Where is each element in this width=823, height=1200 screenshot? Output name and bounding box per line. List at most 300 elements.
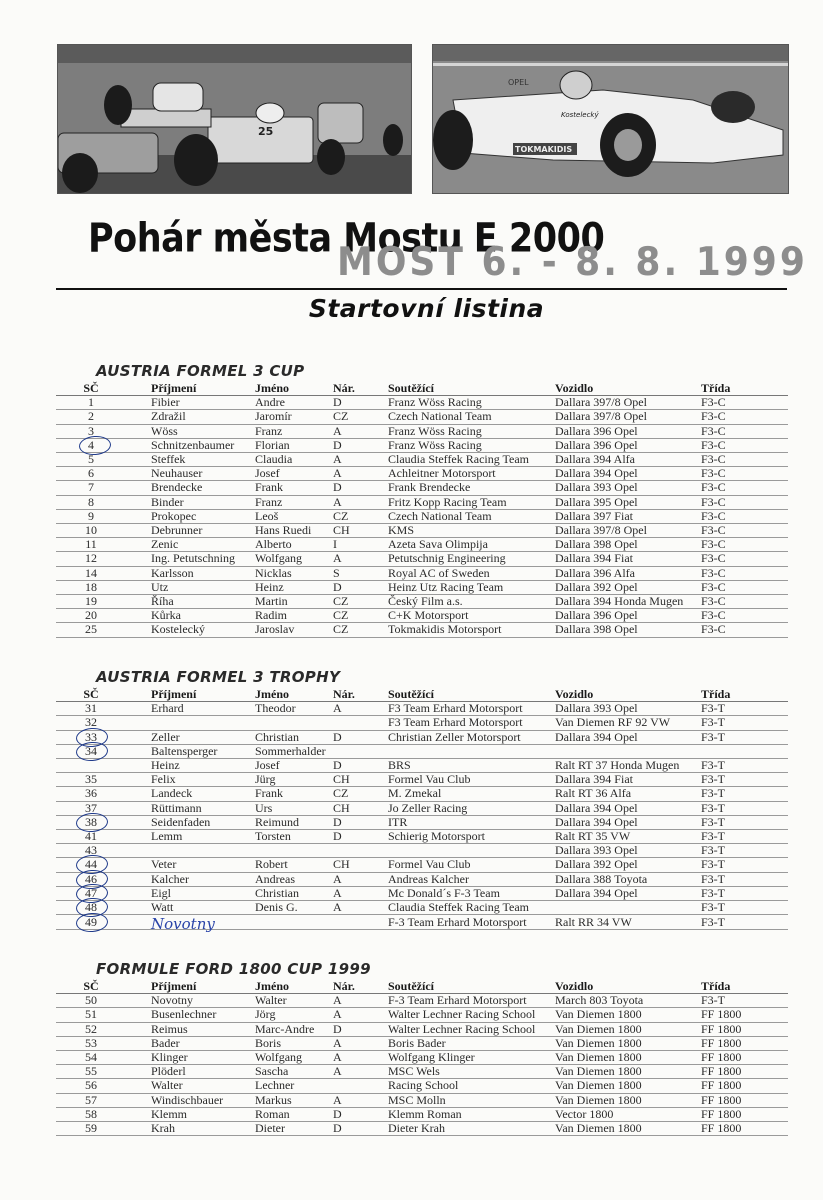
class-cell: F3-C [701,453,788,467]
first-name-cell: Boris [255,1036,333,1050]
table-row [56,580,788,594]
table-row [56,538,788,552]
nationality-cell: D [333,580,388,594]
first-name-cell: Nicklas [255,566,333,580]
surname-cell: Windischbauer [151,1093,255,1107]
nationality-cell: A [333,1093,388,1107]
class-cell: F3-T [701,886,788,900]
first-name-cell: Franz [255,495,333,509]
sponsor-opel: OPEL [508,78,529,87]
car-cell: Van Diemen 1800 [555,1008,701,1022]
entry-table [56,980,788,1136]
class-cell: F3-C [701,396,788,410]
circled-start-number: 49 [85,914,97,929]
class-cell: FF 1800 [701,1065,788,1079]
first-name-cell: Sommerhalder [255,744,333,758]
table-row [56,552,788,566]
table-row [56,453,788,467]
nationality-cell: A [333,872,388,886]
section-title: AUSTRIA FORMEL 3 CUP [96,362,305,380]
class-cell: F3-T [701,787,788,801]
table-row [56,773,788,787]
surname-cell: Neuhauser [151,467,255,481]
title-divider [56,288,787,290]
first-name-cell: Reimund [255,815,333,829]
entrant-cell: F-3 Team Erhard Motorsport [388,915,555,930]
circled-start-number: 47 [85,885,97,900]
entrant-cell: C+K Motorsport [388,609,555,623]
entrant-cell: Heinz Utz Racing Team [388,580,555,594]
entrant-cell: Frank Brendecke [388,481,555,495]
first-name-cell: Florian [255,438,333,452]
first-name-cell: Jaromír [255,410,333,424]
surname-cell [151,915,255,934]
table-row [56,994,788,1008]
car-cell: Dallara 398 Opel [555,623,701,637]
car-cell: Dallara 394 Opel [555,801,701,815]
document-subtitle: Startovní listina [308,294,545,323]
first-name-cell: Andre [255,396,333,410]
entrant-cell: Český Film a.s. [388,595,555,609]
table-row [56,566,788,580]
class-cell: FF 1800 [701,1093,788,1107]
first-name-cell: Franz [255,424,333,438]
column-header-sc: SČ [56,382,151,396]
start-number-cell: 20 [56,609,151,623]
class-cell: FF 1800 [701,1122,788,1136]
car-cell [555,744,701,758]
class-cell: FF 1800 [701,1008,788,1022]
start-number-cell: 8 [56,495,151,509]
start-number-cell: 18 [56,580,151,594]
circled-start-number: 33 [85,729,97,744]
entrant-cell: F3 Team Erhard Motorsport [388,702,555,716]
surname-cell: Krah [151,1122,255,1136]
entrant-cell: Formel Vau Club [388,773,555,787]
column-header-surname: Příjmení [151,688,255,702]
first-name-cell: Roman [255,1107,333,1121]
start-number-cell: 10 [56,524,151,538]
table-header-row [56,688,788,702]
first-name-cell: Torsten [255,830,333,844]
car-cell: Ralt RR 34 VW [555,915,701,930]
nationality-cell: A [333,702,388,716]
car-cell: Dallara 396 Opel [555,609,701,623]
column-header-nationality: Nár. [333,688,388,702]
start-number-cell: 7 [56,481,151,495]
column-header-nationality: Nár. [333,980,388,994]
class-cell: F3-T [701,830,788,844]
nationality-cell: S [333,566,388,580]
nationality-cell: CH [333,801,388,815]
car-cell: Van Diemen 1800 [555,1079,701,1093]
class-cell: F3-C [701,524,788,538]
car-cell: Van Diemen 1800 [555,1122,701,1136]
car-cell: Ralt RT 36 Alfa [555,787,701,801]
car-cell: Dallara 394 Honda Mugen [555,595,701,609]
circled-start-number: 4 [88,437,94,452]
start-number-cell [56,438,151,452]
nationality-cell: CZ [333,595,388,609]
car-cell: Ralt RT 35 VW [555,830,701,844]
table-row [56,716,788,730]
car-cell: Dallara 394 Opel [555,730,701,744]
surname-cell: Walter [151,1079,255,1093]
entrant-cell: Franz Wöss Racing [388,438,555,452]
first-name-cell: Markus [255,1093,333,1107]
nationality-cell: D [333,1022,388,1036]
car-cell: Van Diemen 1800 [555,1022,701,1036]
class-cell: FF 1800 [701,1107,788,1121]
surname-cell: Klinger [151,1051,255,1065]
table-row [56,467,788,481]
nationality-cell: A [333,1036,388,1050]
class-cell: F3-C [701,481,788,495]
start-number-cell: 56 [56,1079,151,1093]
start-number-cell: 2 [56,410,151,424]
car-cell [555,901,701,915]
start-number-cell: 43 [56,844,151,858]
first-name-cell: Andreas [255,872,333,886]
class-cell: F3-C [701,580,788,594]
start-number-cell [56,815,151,829]
start-number-cell: 54 [56,1051,151,1065]
surname-cell: Bader [151,1036,255,1050]
section-austria-formel-3-trophy [56,668,788,934]
race-photo-single-car [432,44,789,194]
class-cell: F3-C [701,424,788,438]
class-cell: F3-C [701,552,788,566]
table-row [56,595,788,609]
nationality-cell [333,844,388,858]
surname-cell: Debrunner [151,524,255,538]
first-name-cell [255,716,333,730]
car-cell: Van Diemen RF 92 VW [555,716,701,730]
first-name-cell: Theodor [255,702,333,716]
nationality-cell: CH [333,858,388,872]
table-row [56,481,788,495]
first-name-cell: Denis G. [255,901,333,915]
class-cell: FF 1800 [701,1079,788,1093]
car-cell: Dallara 397/8 Opel [555,396,701,410]
entrant-cell: Racing School [388,1079,555,1093]
first-name-cell [255,844,333,858]
sponsor-tokmakidis: TOKMAKIDIS [515,145,573,154]
nationality-cell: CH [333,524,388,538]
class-cell: F3-C [701,410,788,424]
table-row [56,1107,788,1121]
start-number-cell: 6 [56,467,151,481]
entry-table [56,687,788,934]
surname-cell: Brendecke [151,481,255,495]
entrant-cell: Andreas Kalcher [388,872,555,886]
class-cell: F3-C [701,566,788,580]
nationality-cell: A [333,1051,388,1065]
start-number-cell [56,886,151,900]
sponsor-kostelecky: Kostelecký [561,111,599,119]
table-row [56,509,788,523]
entrant-cell: MSC Wels [388,1065,555,1079]
circled-start-number: 44 [85,857,97,872]
table-row [56,915,788,930]
surname-cell: Prokopec [151,509,255,523]
race-photo-pack [57,44,412,194]
first-name-cell: Wolfgang [255,552,333,566]
surname-cell: Landeck [151,787,255,801]
first-name-cell [255,915,333,930]
page-title: Pohár města Mostu E 2000 [88,216,605,262]
entrant-cell: Wolfgang Klinger [388,1051,555,1065]
column-header-class: Třída [701,382,788,396]
entrant-cell: KMS [388,524,555,538]
nationality-cell: A [333,1008,388,1022]
entrant-cell: Walter Lechner Racing School [388,1008,555,1022]
start-number-cell: 3 [56,424,151,438]
start-number-cell: 55 [56,1065,151,1079]
circled-start-number: 48 [85,900,97,915]
entrant-cell: BRS [388,759,555,773]
surname-cell: Watt [151,901,255,915]
class-cell: F3-T [701,844,788,858]
entrant-cell: M. Zmekal [388,787,555,801]
surname-cell: Zdražil [151,410,255,424]
table-row [56,1036,788,1050]
start-number-cell [56,744,151,758]
car-cell: Dallara 396 Opel [555,424,701,438]
start-number-cell [56,901,151,915]
car-cell: Dallara 394 Fiat [555,773,701,787]
car-cell: Dallara 393 Opel [555,481,701,495]
nationality-cell [333,744,388,758]
column-header-entrant: Soutěžící [388,980,555,994]
class-cell: F3-T [701,872,788,886]
nationality-cell: D [333,438,388,452]
column-header-car: Vozidlo [555,382,701,396]
table-row [56,424,788,438]
first-name-cell: Heinz [255,580,333,594]
car-cell: Dallara 397/8 Opel [555,410,701,424]
class-cell: F3-C [701,467,788,481]
entrant-cell: Jo Zeller Racing [388,801,555,815]
entrant-cell: Azeta Sava Olimpija [388,538,555,552]
surname-cell: Rüttimann [151,801,255,815]
nationality-cell: D [333,1107,388,1121]
class-cell: F3-T [701,702,788,716]
nationality-cell: I [333,538,388,552]
car-cell: Van Diemen 1800 [555,1051,701,1065]
first-name-cell: Claudia [255,453,333,467]
surname-cell: Veter [151,858,255,872]
entrant-cell: Mc Donald´s F-3 Team [388,886,555,900]
car-cell: Dallara 394 Opel [555,886,701,900]
table-row [56,886,788,900]
entrant-cell: MSC Molln [388,1093,555,1107]
car-cell: Dallara 395 Opel [555,495,701,509]
entrant-cell: F-3 Team Erhard Motorsport [388,994,555,1008]
column-header-surname: Příjmení [151,382,255,396]
surname-cell: Seidenfaden [151,815,255,829]
column-header-first-name: Jméno [255,382,333,396]
car-cell: Van Diemen 1800 [555,1065,701,1079]
surname-cell: Eigl [151,886,255,900]
column-header-sc: SČ [56,688,151,702]
entrant-cell: Claudia Steffek Racing Team [388,901,555,915]
surname-cell: Schnitzenbaumer [151,438,255,452]
nationality-cell [333,1079,388,1093]
surname-cell: Ing. Petutschning [151,552,255,566]
entrant-cell [388,844,555,858]
class-cell: F3-C [701,595,788,609]
entrant-cell: Petutschnig Engineering [388,552,555,566]
class-cell: FF 1800 [701,1036,788,1050]
surname-cell: Wöss [151,424,255,438]
nationality-cell [333,716,388,730]
entrant-cell: Dieter Krah [388,1122,555,1136]
nationality-cell: CZ [333,609,388,623]
start-number-cell: 52 [56,1022,151,1036]
class-cell: F3-T [701,915,788,930]
table-row [56,1065,788,1079]
car-cell: Dallara 397/8 Opel [555,524,701,538]
first-name-cell: Jaroslav [255,623,333,637]
nationality-cell: D [333,1122,388,1136]
entrant-cell: ITR [388,815,555,829]
table-row [56,759,788,773]
race-photo-pack-image [58,45,411,193]
entrant-cell: Klemm Roman [388,1107,555,1121]
entrant-cell: Czech National Team [388,410,555,424]
column-header-entrant: Soutěžící [388,382,555,396]
first-name-cell: Christian [255,730,333,744]
table-row [56,872,788,886]
table-row [56,830,788,844]
car-cell: Dallara 392 Opel [555,580,701,594]
class-cell: FF 1800 [701,1022,788,1036]
start-number-cell: 37 [56,801,151,815]
nationality-cell: A [333,424,388,438]
class-cell: F3-T [701,801,788,815]
surname-cell: Zeller [151,730,255,744]
class-cell [701,744,788,758]
start-number-cell: 12 [56,552,151,566]
nationality-cell: D [333,830,388,844]
entrant-cell: Tokmakidis Motorsport [388,623,555,637]
first-name-cell: Radim [255,609,333,623]
start-number-cell [56,858,151,872]
first-name-cell: Alberto [255,538,333,552]
table-row [56,438,788,452]
class-cell: F3-T [701,994,788,1008]
table-row [56,730,788,744]
start-number-cell: 32 [56,716,151,730]
surname-cell: Felix [151,773,255,787]
surname-cell: Binder [151,495,255,509]
surname-cell: Kůrka [151,609,255,623]
class-cell: F3-T [701,716,788,730]
entrant-cell: Royal AC of Sweden [388,566,555,580]
first-name-cell: Josef [255,467,333,481]
start-number-cell [56,915,151,930]
table-row [56,623,788,637]
surname-cell: Busenlechner [151,1008,255,1022]
start-number-cell: 53 [56,1036,151,1050]
section-title: FORMULE FORD 1800 CUP 1999 [96,960,371,978]
start-number-cell: 1 [56,396,151,410]
table-row [56,495,788,509]
table-row [56,1122,788,1136]
start-number-cell: 58 [56,1107,151,1121]
car-cell: Dallara 397 Fiat [555,509,701,523]
entrant-cell: Walter Lechner Racing School [388,1022,555,1036]
car-cell: Dallara 394 Opel [555,815,701,829]
nationality-cell: CZ [333,509,388,523]
nationality-cell: A [333,901,388,915]
first-name-cell: Leoš [255,509,333,523]
entrant-cell: Boris Bader [388,1036,555,1050]
nationality-cell: D [333,396,388,410]
nationality-cell: D [333,730,388,744]
start-number-cell: 19 [56,595,151,609]
table-row [56,609,788,623]
class-cell: F3-C [701,438,788,452]
surname-cell: Erhard [151,702,255,716]
start-number-cell: 51 [56,1008,151,1022]
first-name-cell: Martin [255,595,333,609]
car-cell: Dallara 394 Opel [555,467,701,481]
nationality-cell: CH [333,773,388,787]
surname-cell: Utz [151,580,255,594]
table-row [56,1079,788,1093]
surname-cell: Říha [151,595,255,609]
first-name-cell: Frank [255,481,333,495]
class-cell: F3-T [701,759,788,773]
surname-cell: Heinz [151,759,255,773]
surname-cell: Karlsson [151,566,255,580]
nationality-cell: CZ [333,623,388,637]
car-cell: Dallara 398 Opel [555,538,701,552]
first-name-cell: Hans Ruedi [255,524,333,538]
car-cell: March 803 Toyota [555,994,701,1008]
nationality-cell: A [333,495,388,509]
class-cell: F3-T [701,858,788,872]
table-row [56,815,788,829]
surname-cell: Novotny [151,994,255,1008]
table-row [56,801,788,815]
table-row [56,1008,788,1022]
nationality-cell: A [333,886,388,900]
first-name-cell: Christian [255,886,333,900]
car-cell: Dallara 392 Opel [555,858,701,872]
first-name-cell: Urs [255,801,333,815]
class-cell: F3-C [701,609,788,623]
start-number-cell: 41 [56,830,151,844]
entrant-cell: Schierig Motorsport [388,830,555,844]
circled-start-number: 38 [85,814,97,829]
start-number-cell: 9 [56,509,151,523]
class-cell: F3-T [701,730,788,744]
car-number-label: 25 [258,125,274,138]
section-formule-ford-1800-cup [56,960,788,1136]
table-row [56,410,788,424]
column-header-surname: Příjmení [151,980,255,994]
surname-cell: Reimus [151,1022,255,1036]
table-row [56,787,788,801]
column-header-entrant: Soutěžící [388,688,555,702]
car-cell: Dallara 394 Fiat [555,552,701,566]
entrant-cell: Fritz Kopp Racing Team [388,495,555,509]
surname-cell [151,716,255,730]
table-header-row [56,980,788,994]
